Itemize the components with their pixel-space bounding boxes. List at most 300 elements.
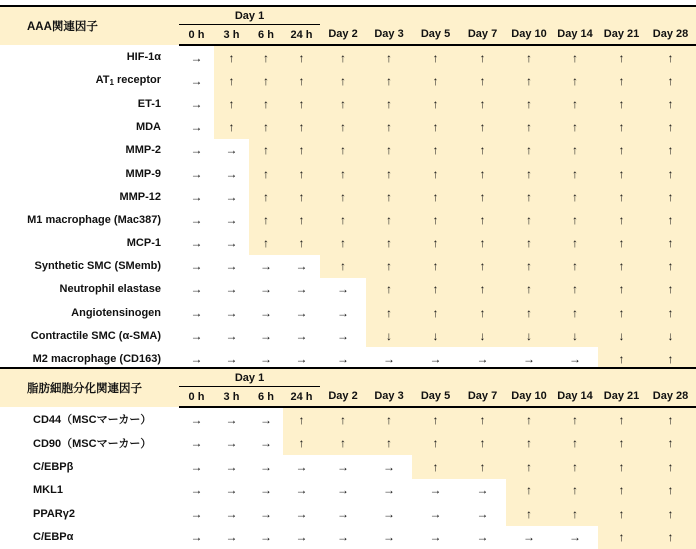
trend-cell: ↑ [412, 139, 459, 162]
row-label: MDA [0, 116, 179, 139]
trend-cell: ↑ [412, 92, 459, 115]
row-label: Contractile SMC (α-SMA) [0, 324, 179, 347]
column-header: 0 h [179, 25, 214, 46]
trend-cell: ↑ [249, 116, 283, 139]
trend-cell: → [249, 455, 283, 479]
column-header: Day 28 [645, 25, 696, 46]
trend-cell: ↑ [249, 232, 283, 255]
trend-cell: → [320, 278, 366, 301]
trend-cell: → [214, 139, 249, 162]
table-row [0, 278, 696, 301]
column-header: 3 h [214, 387, 249, 408]
trend-cell: ↑ [598, 407, 645, 432]
trend-cell: → [179, 479, 214, 503]
column-header: 6 h [249, 387, 283, 408]
trend-cell: ↓ [552, 324, 598, 347]
trend-cell: ↑ [598, 255, 645, 278]
trend-cell: ↑ [645, 92, 696, 115]
trend-cell: → [179, 185, 214, 208]
column-header: 6 h [249, 25, 283, 46]
trend-cell: ↑ [598, 45, 645, 69]
row-label: MMP-2 [0, 139, 179, 162]
row-label: MMP-12 [0, 185, 179, 208]
trend-cell: ↑ [412, 208, 459, 231]
trend-cell: ↑ [598, 432, 645, 456]
trend-cell: ↑ [249, 139, 283, 162]
trend-cell: ↑ [645, 502, 696, 526]
row-label: MCP-1 [0, 232, 179, 255]
trend-cell: ↑ [366, 162, 412, 185]
trend-cell: ↑ [283, 92, 320, 115]
trend-cell: ↑ [320, 232, 366, 255]
trend-cell: ↑ [506, 479, 552, 503]
trend-cell: ↑ [459, 92, 506, 115]
table-row [0, 139, 696, 162]
row-label: CD90（MSCマーカー） [0, 432, 179, 456]
column-header: Day 5 [412, 25, 459, 46]
trend-cell: ↑ [598, 139, 645, 162]
table-row [0, 432, 696, 456]
trend-cell: → [179, 255, 214, 278]
trend-cell: ↑ [366, 232, 412, 255]
trend-cell: ↑ [412, 69, 459, 92]
day1-group-header: Day 1 [179, 368, 320, 387]
trend-cell: ↑ [598, 455, 645, 479]
trend-cell: → [214, 502, 249, 526]
table-row [0, 208, 696, 231]
trend-cell: → [283, 479, 320, 503]
trend-cell: ↑ [412, 407, 459, 432]
trend-cell: ↑ [645, 45, 696, 69]
trend-cell: ↑ [249, 162, 283, 185]
table-title: 脂肪細胞分化関連因子 [0, 368, 179, 407]
column-header: Day 21 [598, 387, 645, 408]
trend-cell: ↓ [459, 324, 506, 347]
trend-cell: ↑ [412, 45, 459, 69]
trend-cell: ↑ [552, 502, 598, 526]
column-header: 24 h [283, 387, 320, 408]
trend-cell: → [214, 407, 249, 432]
trend-cell: ↑ [366, 139, 412, 162]
trend-cell: ↑ [320, 407, 366, 432]
trend-cell: → [366, 347, 412, 370]
trend-cell: ↑ [283, 432, 320, 456]
trend-cell: → [179, 455, 214, 479]
trend-cell: ↑ [283, 232, 320, 255]
trend-cell: → [366, 526, 412, 549]
trend-cell: → [366, 479, 412, 503]
trend-cell: ↑ [552, 208, 598, 231]
trend-cell: ↑ [598, 208, 645, 231]
trend-cell: → [179, 502, 214, 526]
trend-cell: ↑ [366, 407, 412, 432]
trend-cell: ↑ [506, 502, 552, 526]
trend-cell: → [459, 347, 506, 370]
trend-cell: ↑ [552, 45, 598, 69]
trend-cell: → [214, 185, 249, 208]
trend-cell: ↑ [249, 208, 283, 231]
trend-cell: ↑ [459, 45, 506, 69]
column-header: 24 h [283, 25, 320, 46]
table-row [0, 92, 696, 115]
trend-cell: ↑ [412, 455, 459, 479]
trend-cell: ↑ [506, 407, 552, 432]
trend-cell: ↑ [506, 116, 552, 139]
trend-cell: ↑ [320, 139, 366, 162]
column-header: Day 14 [552, 387, 598, 408]
trend-cell: ↑ [366, 255, 412, 278]
trend-cell: ↑ [214, 45, 249, 69]
trend-cell: → [366, 455, 412, 479]
trend-cell: ↑ [249, 185, 283, 208]
trend-cell: ↑ [598, 116, 645, 139]
trend-cell: → [283, 455, 320, 479]
trend-cell: ↑ [598, 479, 645, 503]
trend-cell: → [320, 526, 366, 549]
row-label: Angiotensinogen [0, 301, 179, 324]
row-label: M1 macrophage (Mac387) [0, 208, 179, 231]
column-header: Day 7 [459, 25, 506, 46]
table-row [0, 502, 696, 526]
trend-cell: ↑ [320, 185, 366, 208]
column-header: Day 10 [506, 387, 552, 408]
trend-cell: → [412, 347, 459, 370]
trend-cell: ↑ [412, 255, 459, 278]
trend-cell: ↑ [283, 185, 320, 208]
row-label: Neutrophil elastase [0, 278, 179, 301]
table-row [0, 301, 696, 324]
trend-cell: ↑ [283, 162, 320, 185]
trend-cell: ↑ [459, 407, 506, 432]
trend-cell: ↑ [459, 185, 506, 208]
trend-cell: → [179, 324, 214, 347]
trend-cell: ↑ [645, 139, 696, 162]
trend-cell: ↑ [645, 232, 696, 255]
trend-cell: → [506, 347, 552, 370]
trend-cell: → [249, 479, 283, 503]
trend-cell: → [179, 162, 214, 185]
trend-cell: ↑ [366, 208, 412, 231]
trend-cell: → [214, 162, 249, 185]
trend-cell: → [249, 502, 283, 526]
trend-cell: ↑ [214, 92, 249, 115]
trend-cell: ↑ [459, 139, 506, 162]
trend-cell: ↑ [552, 432, 598, 456]
trend-cell: ↓ [598, 324, 645, 347]
trend-cell: → [320, 324, 366, 347]
trend-cell: → [214, 347, 249, 370]
trend-cell: → [552, 526, 598, 549]
table-row [0, 116, 696, 139]
trend-cell: ↑ [283, 139, 320, 162]
column-header: 0 h [179, 387, 214, 408]
trend-cell: ↑ [459, 255, 506, 278]
trend-cell: → [412, 526, 459, 549]
table-row [0, 324, 696, 347]
trend-cell: ↑ [552, 116, 598, 139]
trend-cell: → [283, 347, 320, 370]
trend-cell: ↑ [412, 232, 459, 255]
trend-cell: → [283, 502, 320, 526]
trend-cell: ↑ [506, 232, 552, 255]
column-header: Day 21 [598, 25, 645, 46]
table-row [0, 69, 696, 92]
trend-cell: ↑ [366, 69, 412, 92]
column-header: Day 2 [320, 387, 366, 408]
trend-cell: ↑ [459, 69, 506, 92]
trend-cell: ↑ [645, 185, 696, 208]
trend-cell: ↑ [320, 432, 366, 456]
trend-cell: ↑ [214, 116, 249, 139]
trend-cell: → [179, 232, 214, 255]
trend-cell: ↑ [214, 69, 249, 92]
trend-cell: → [214, 208, 249, 231]
trend-cell: ↑ [552, 185, 598, 208]
trend-cell: ↑ [366, 278, 412, 301]
row-label: MMP-9 [0, 162, 179, 185]
trend-cell: → [320, 479, 366, 503]
trend-cell: → [179, 92, 214, 115]
column-header: Day 3 [366, 387, 412, 408]
trend-cell: → [249, 432, 283, 456]
table-row [0, 455, 696, 479]
trend-cell: ↑ [645, 162, 696, 185]
trend-cell: → [179, 139, 214, 162]
trend-cell: ↑ [412, 116, 459, 139]
table-row [0, 185, 696, 208]
trend-cell: → [214, 324, 249, 347]
trend-cell: ↑ [506, 162, 552, 185]
trend-cell: → [214, 526, 249, 549]
trend-cell: ↑ [459, 455, 506, 479]
trend-cell: → [283, 526, 320, 549]
aaa-factors-table [0, 5, 696, 371]
trend-cell: ↑ [366, 301, 412, 324]
trend-cell: ↑ [552, 255, 598, 278]
trend-cell: → [412, 479, 459, 503]
table-title: AAA関連因子 [0, 6, 179, 45]
trend-cell: → [249, 278, 283, 301]
column-header: Day 2 [320, 25, 366, 46]
trend-cell: ↑ [366, 92, 412, 115]
trend-cell: ↑ [366, 185, 412, 208]
trend-cell: ↓ [412, 324, 459, 347]
row-label: CD44（MSCマーカー） [0, 407, 179, 432]
trend-cell: ↑ [645, 526, 696, 549]
trend-cell: ↑ [645, 479, 696, 503]
adipocyte-factors-table [0, 367, 696, 549]
trend-cell: ↑ [320, 92, 366, 115]
trend-cell: ↑ [645, 347, 696, 370]
trend-cell: ↑ [459, 116, 506, 139]
trend-cell: → [179, 208, 214, 231]
trend-cell: ↑ [412, 185, 459, 208]
trend-cell: ↑ [506, 185, 552, 208]
trend-cell: ↑ [552, 455, 598, 479]
trend-cell: ↑ [459, 162, 506, 185]
column-header: Day 5 [412, 387, 459, 408]
row-label: PPARγ2 [0, 502, 179, 526]
trend-cell: → [214, 255, 249, 278]
row-label: C/EBPα [0, 526, 179, 549]
trend-cell: ↑ [506, 45, 552, 69]
trend-cell: ↑ [320, 116, 366, 139]
row-label: C/EBPβ [0, 455, 179, 479]
trend-cell: ↑ [249, 69, 283, 92]
trend-cell: → [283, 301, 320, 324]
trend-cell: ↑ [283, 69, 320, 92]
trend-cell: → [366, 502, 412, 526]
trend-cell: → [283, 324, 320, 347]
table-row [0, 45, 696, 69]
row-label: $AT_1$ receptor [0, 69, 179, 92]
table-row [0, 162, 696, 185]
trend-cell: ↑ [320, 162, 366, 185]
trend-cell: → [552, 347, 598, 370]
trend-cell: → [214, 232, 249, 255]
trend-cell: → [214, 455, 249, 479]
trend-cell: → [179, 432, 214, 456]
trend-cell: ↑ [412, 301, 459, 324]
trend-cell: ↓ [645, 324, 696, 347]
trend-cell: ↑ [552, 139, 598, 162]
trend-cell: ↑ [645, 116, 696, 139]
trend-cell: → [459, 479, 506, 503]
trend-cell: ↑ [366, 432, 412, 456]
column-header: 3 h [214, 25, 249, 46]
trend-cell: ↑ [506, 278, 552, 301]
trend-cell: ↑ [283, 45, 320, 69]
trend-cell: → [412, 502, 459, 526]
table-row [0, 232, 696, 255]
trend-cell: → [283, 278, 320, 301]
trend-cell: ↑ [506, 92, 552, 115]
trend-cell: ↑ [598, 278, 645, 301]
column-header: Day 28 [645, 387, 696, 408]
trend-cell: ↑ [506, 139, 552, 162]
trend-cell: ↑ [598, 92, 645, 115]
trend-cell: → [249, 526, 283, 549]
trend-cell: → [320, 502, 366, 526]
row-label: HIF-1α [0, 45, 179, 69]
trend-cell: → [179, 301, 214, 324]
trend-cell: ↑ [459, 301, 506, 324]
row-label: MKL1 [0, 479, 179, 503]
trend-cell: → [249, 347, 283, 370]
trend-cell: ↑ [552, 479, 598, 503]
trend-cell: ↑ [552, 232, 598, 255]
trend-cell: ↑ [645, 432, 696, 456]
trend-cell: ↓ [506, 324, 552, 347]
trend-cell: ↑ [552, 407, 598, 432]
trend-cell: ↑ [506, 255, 552, 278]
trend-cell: → [249, 255, 283, 278]
row-label: M2 macrophage (CD163) [0, 347, 179, 370]
trend-cell: → [249, 407, 283, 432]
trend-cell: ↑ [506, 432, 552, 456]
column-header: Day 10 [506, 25, 552, 46]
trend-cell: → [214, 432, 249, 456]
trend-cell: → [320, 347, 366, 370]
trend-cell: ↑ [645, 69, 696, 92]
trend-cell: → [179, 407, 214, 432]
trend-cell: ↑ [459, 208, 506, 231]
trend-cell: → [179, 45, 214, 69]
trend-cell: ↑ [506, 208, 552, 231]
trend-cell: ↑ [645, 208, 696, 231]
trend-cell: ↑ [598, 502, 645, 526]
column-header: Day 3 [366, 25, 412, 46]
table-row [0, 526, 696, 549]
trend-cell: ↑ [598, 232, 645, 255]
trend-cell: ↑ [598, 301, 645, 324]
column-header: Day 7 [459, 387, 506, 408]
table-row [0, 255, 696, 278]
trend-cell: ↑ [506, 455, 552, 479]
trend-cell: → [179, 116, 214, 139]
trend-cell: ↑ [598, 526, 645, 549]
trend-cell: ↓ [366, 324, 412, 347]
trend-cell: ↑ [552, 162, 598, 185]
trend-cell: ↑ [283, 116, 320, 139]
trend-cell: → [179, 278, 214, 301]
trend-cell: ↑ [598, 185, 645, 208]
trend-cell: ↑ [598, 162, 645, 185]
column-header: Day 14 [552, 25, 598, 46]
trend-cell: → [179, 69, 214, 92]
trend-cell: → [506, 526, 552, 549]
trend-cell: → [214, 301, 249, 324]
trend-cell: ↑ [506, 301, 552, 324]
trend-cell: → [249, 324, 283, 347]
trend-cell: ↑ [598, 347, 645, 370]
trend-cell: ↑ [645, 278, 696, 301]
trend-cell: ↑ [412, 162, 459, 185]
trend-cell: ↑ [249, 92, 283, 115]
trend-cell: ↑ [645, 301, 696, 324]
trend-cell: → [214, 278, 249, 301]
row-label: ET-1 [0, 92, 179, 115]
table-row [0, 479, 696, 503]
trend-cell: → [214, 479, 249, 503]
trend-cell: ↑ [645, 455, 696, 479]
trend-cell: ↑ [320, 45, 366, 69]
trend-cell: ↑ [552, 92, 598, 115]
day1-group-header: Day 1 [179, 6, 320, 25]
table-row [0, 407, 696, 432]
trend-cell: ↑ [552, 69, 598, 92]
trend-cell: ↑ [459, 232, 506, 255]
trend-cell: ↑ [506, 69, 552, 92]
trend-cell: ↑ [598, 69, 645, 92]
trend-cell: → [459, 502, 506, 526]
trend-cell: → [320, 455, 366, 479]
trend-cell: ↑ [412, 278, 459, 301]
trend-cell: → [179, 347, 214, 370]
trend-cell: ↑ [283, 407, 320, 432]
trend-cell: ↑ [552, 301, 598, 324]
trend-cell: ↑ [320, 255, 366, 278]
trend-cell: ↑ [645, 407, 696, 432]
trend-cell: ↑ [645, 255, 696, 278]
trend-cell: ↑ [552, 278, 598, 301]
trend-cell: ↑ [459, 432, 506, 456]
trend-cell: ↑ [459, 278, 506, 301]
trend-cell: → [459, 526, 506, 549]
row-label: Synthetic SMC (SMemb) [0, 255, 179, 278]
trend-cell: ↑ [366, 116, 412, 139]
trend-cell: ↑ [366, 45, 412, 69]
